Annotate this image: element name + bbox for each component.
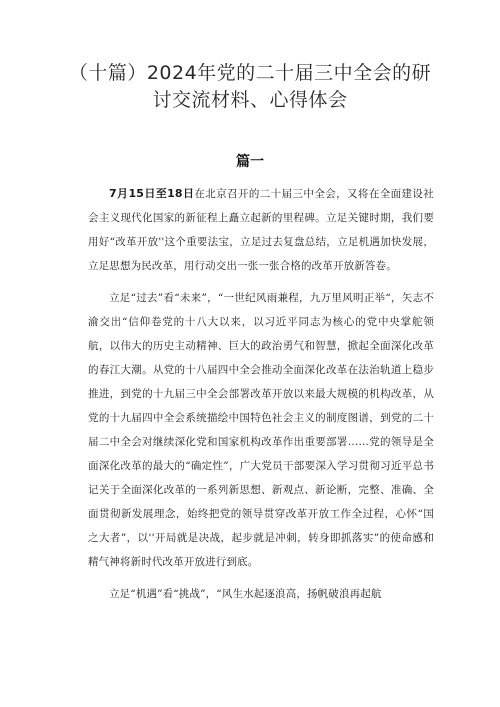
paragraph-1-date: 7月15日至18日 <box>109 187 195 200</box>
paragraph-1-text: 在北京召开的二十届三中全会，又将在全面建设社会主义现代化国家的新征程上矗立起新的里程碑。立足关键时期，我们要用好“改革开放''这个重要法宝，立足过去复盘总结，立足机遇加快发展，立足思想为民改革，用行动交出一张一张合格的改革开放新答卷。 <box>88 188 434 272</box>
document-title <box>40 60 460 114</box>
title-line-1: （十篇）2024年党的二十届三中全会的研 <box>68 62 432 84</box>
section-heading: 篇一 <box>236 154 264 170</box>
document-body <box>88 182 434 614</box>
paragraph-1 <box>88 182 434 278</box>
paragraph-2: 立足“过去”看“未来”，“一世纪风雨兼程，九万里风明正举“，矢志不渝交出“信仰卷党的十八大以来，以习近平同志为核心的党中央掌舵领航，以伟大的历史主动精神、巨大的政治勇气和智慧，掀起全面深化改革的春江大潮。从党的十八届四中全会推动全面深化改革在法治轨道上稳步推进，到党的十九届三中全会部署改革开放以来最大规模的机构改革，从党的十九届四中全会系统描绘中国特色社会主义的制度图谱，到党的二十届二中全会对继续深化党和国家机构改革作出重要部署……党的领导是全面深化改革的最大的“确定性”，广大党员干部要深入学习贯彻习近平总书记关于全面深化改革的一系列新思想、新观点、新论断，完整、准确、全面贯彻新发展理念，始终把党的领导贯穿改革开放工作全过程，心怀“国之大者”，以''开局就是决战，起步就是冲刺，转身即抓落实”的使命感和精气神将新时代改革开放进行到底。 <box>88 292 434 568</box>
paragraph-3: 立足“机遇”看“挑战”，“风生水起逐浪高，扬帆破浪再起航 <box>109 588 382 600</box>
title-line-2: 讨交流材料、心得体会 <box>152 89 348 111</box>
